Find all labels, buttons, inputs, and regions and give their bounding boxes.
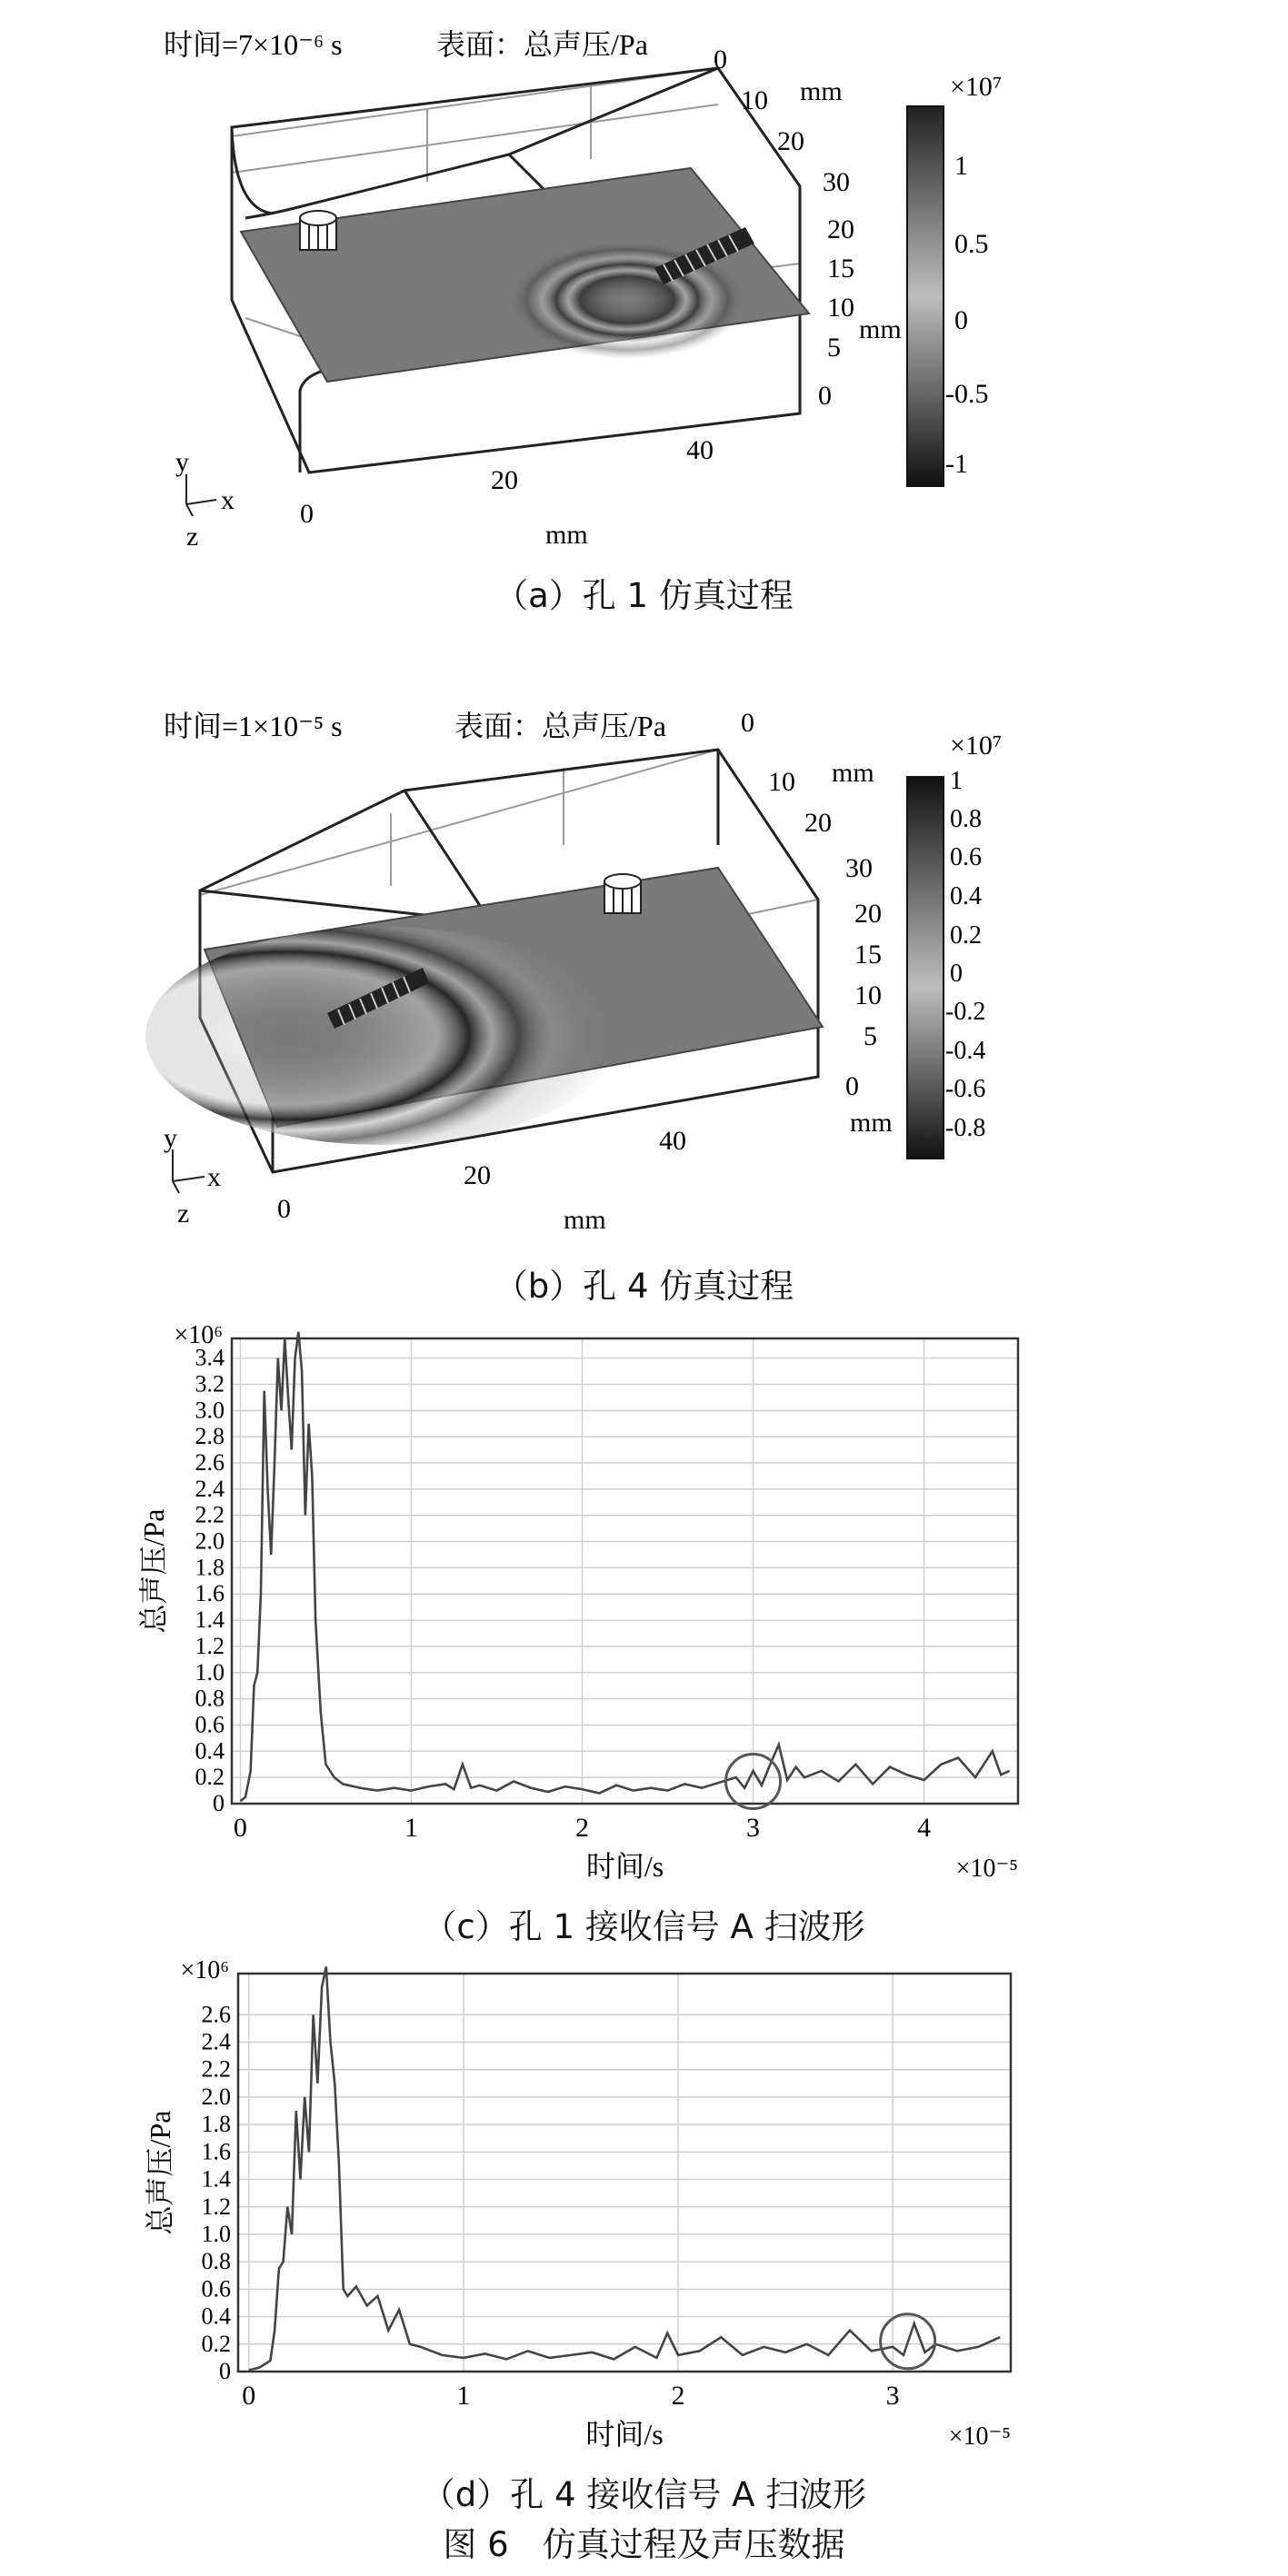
x-tick-label: 4 (917, 1813, 932, 1843)
y-exponent: ×10⁶ (180, 1956, 229, 1984)
z-tick: 20 (827, 214, 854, 244)
z-tick: 20 (854, 899, 882, 929)
z-tick: 5 (864, 1021, 877, 1051)
y-tick-label: 1.8 (195, 1554, 225, 1581)
y-tick-label: 0.2 (195, 1764, 225, 1791)
z-unit: mm (850, 1108, 893, 1138)
z-tick: 5 (827, 333, 841, 363)
y-tick: 10 (741, 85, 768, 115)
x-tick: 20 (464, 1160, 491, 1190)
series-line (240, 1332, 1009, 1801)
x-tick: 0 (277, 1194, 291, 1224)
y-unit: mm (800, 76, 843, 106)
colorbar (907, 777, 944, 1159)
svg-text:0.8: 0.8 (950, 805, 982, 833)
y-tick: 20 (804, 808, 832, 838)
y-tick: 30 (845, 853, 873, 883)
y-tick-label: 0.4 (195, 1737, 225, 1765)
y-tick-label: 0.2 (201, 2330, 231, 2357)
y-tick-label: 1.6 (195, 1580, 225, 1607)
axis-z-label: z (177, 1198, 190, 1228)
time-label: 时间=7×10⁻⁶ s (164, 28, 343, 61)
x-tick: 40 (686, 435, 714, 465)
x-tick-label: 0 (242, 2381, 256, 2411)
z-tick: 0 (818, 381, 832, 411)
y-tick-label: 2.0 (201, 2083, 231, 2110)
svg-text:0.2: 0.2 (950, 921, 982, 950)
axis-z-label: z (186, 522, 199, 552)
y-tick-label: 2.8 (195, 1423, 225, 1450)
x-unit: mm (545, 520, 588, 550)
z-unit: mm (859, 314, 902, 344)
y-tick-label: 1.8 (201, 2111, 231, 2138)
svg-text:0.4: 0.4 (950, 882, 982, 910)
hole-4-cylinder (604, 874, 641, 913)
figure-title: 图 6 仿真过程及声压数据 (443, 2525, 845, 2564)
colorbar-exponent: ×10⁷ (950, 731, 1003, 761)
y-tick: 30 (823, 167, 850, 197)
svg-text:-1: -1 (945, 449, 968, 479)
x-axis-label: 时间/s (585, 2418, 664, 2451)
y-tick-label: 2.0 (195, 1527, 225, 1555)
x-tick: 40 (659, 1126, 686, 1156)
panel-b-3d-view (0, 691, 1288, 1245)
z-tick: 0 (845, 1071, 859, 1101)
axis-y-label: y (164, 1123, 177, 1153)
y-tick-label: 3.0 (195, 1397, 225, 1424)
plot-area (144, 1956, 1011, 2451)
panel-a (0, 0, 1288, 563)
svg-text:-0.5: -0.5 (945, 379, 989, 409)
svg-text:0: 0 (954, 305, 968, 335)
panel-d (0, 1954, 1288, 2467)
svg-text:-0.2: -0.2 (945, 998, 986, 1026)
x-exponent: ×10⁻⁵ (955, 1855, 1018, 1883)
x-exponent: ×10⁻⁵ (948, 2422, 1011, 2451)
y-tick-label: 2.2 (195, 1501, 225, 1528)
chart-d (0, 1954, 1288, 2467)
y-tick: 20 (777, 126, 804, 156)
caption-c: （c）孔 1 接收信号 A 扫波形 (423, 1907, 865, 1946)
y-tick-label: 2.4 (195, 1475, 225, 1502)
x-tick-label: 1 (404, 1813, 418, 1843)
axis-triad (173, 1149, 205, 1193)
y-tick-label: 0.8 (201, 2248, 231, 2275)
svg-text:0.5: 0.5 (954, 229, 989, 259)
y-tick-label: 0.6 (195, 1711, 225, 1738)
caption-b: （b）孔 4 仿真过程 (494, 1267, 794, 1306)
y-tick-label: 1.4 (201, 2165, 231, 2193)
z-tick: 15 (827, 254, 854, 283)
y-tick-label: 1.4 (195, 1606, 225, 1634)
axis-triad (186, 474, 216, 516)
axis-x-label: x (207, 1162, 221, 1192)
y-tick-label: 3.4 (195, 1344, 225, 1371)
plot-frame (238, 1974, 1011, 2372)
svg-text:-0.6: -0.6 (945, 1075, 986, 1103)
plot-frame (232, 1338, 1018, 1804)
wavefront (145, 927, 618, 1145)
x-tick-label: 3 (885, 2381, 900, 2411)
panel-b (0, 691, 1288, 1245)
svg-text:-0.4: -0.4 (945, 1037, 986, 1065)
z-tick: 15 (854, 940, 882, 970)
y-tick-label: 1.0 (201, 2220, 231, 2247)
axis-x-label: x (221, 485, 235, 515)
y-tick-label: 2.6 (201, 2001, 231, 2028)
z-tick: 10 (854, 980, 882, 1010)
plot-area (137, 1322, 1018, 1883)
y-tick-label: 1.2 (195, 1632, 225, 1659)
svg-text:0.6: 0.6 (950, 843, 982, 871)
surface-label: 表面：总声压/Pa (436, 28, 648, 61)
y-tick: 0 (741, 708, 754, 738)
y-exponent: ×10⁶ (174, 1322, 223, 1349)
x-tick: 20 (491, 465, 518, 495)
y-tick-label: 0.4 (201, 2302, 231, 2330)
x-unit: mm (564, 1205, 606, 1235)
series-line (249, 1966, 1000, 2370)
chart-c (0, 1322, 1288, 1895)
colorbar (907, 106, 944, 486)
y-tick-label: 0 (213, 1790, 225, 1816)
x-tick-label: 2 (671, 2381, 685, 2411)
y-tick-label: 1.6 (201, 2138, 231, 2165)
x-tick-label: 1 (456, 2381, 471, 2411)
y-tick-label: 3.2 (195, 1370, 225, 1397)
axis-y-label: y (175, 447, 189, 477)
x-tick-label: 3 (746, 1813, 761, 1843)
y-axis-label: 总声压/Pa (137, 1508, 170, 1634)
z-tick: 10 (827, 293, 854, 323)
y-axis-label: 总声压/Pa (144, 2110, 176, 2235)
x-tick: 0 (300, 499, 314, 529)
panel-a-3d-view (0, 0, 1288, 563)
svg-text:1: 1 (954, 151, 968, 181)
y-tick: 0 (714, 45, 727, 75)
svg-text:1: 1 (950, 767, 963, 795)
y-tick-label: 0 (219, 2358, 231, 2384)
svg-text:-0.8: -0.8 (945, 1114, 986, 1142)
colorbar-ticks (945, 767, 985, 1142)
time-label: 时间=1×10⁻⁵ s (164, 710, 343, 742)
caption-d: （d）孔 4 接收信号 A 扫波形 (421, 2475, 867, 2514)
surface-label: 表面：总声压/Pa (454, 710, 666, 742)
colorbar-exponent: ×10⁷ (950, 72, 1003, 102)
hole-1-cylinder (300, 211, 336, 250)
y-tick-label: 1.2 (201, 2193, 231, 2220)
caption-a: （a）孔 1 仿真过程 (494, 576, 794, 615)
panel-c (0, 1322, 1288, 1895)
x-tick-label: 2 (574, 1813, 589, 1843)
y-tick-label: 0.6 (201, 2275, 231, 2302)
x-axis-label: 时间/s (585, 1850, 664, 1883)
y-tick-label: 2.6 (195, 1449, 225, 1477)
y-tick: 10 (768, 767, 795, 797)
y-tick-label: 0.8 (195, 1685, 225, 1712)
y-tick-label: 2.2 (201, 2055, 231, 2083)
y-tick-label: 1.0 (195, 1658, 225, 1686)
y-unit: mm (832, 758, 874, 788)
svg-text:0: 0 (950, 960, 963, 988)
x-tick-label: 0 (233, 1813, 247, 1843)
y-tick-label: 2.4 (201, 2028, 231, 2055)
colorbar-ticks (945, 151, 989, 479)
